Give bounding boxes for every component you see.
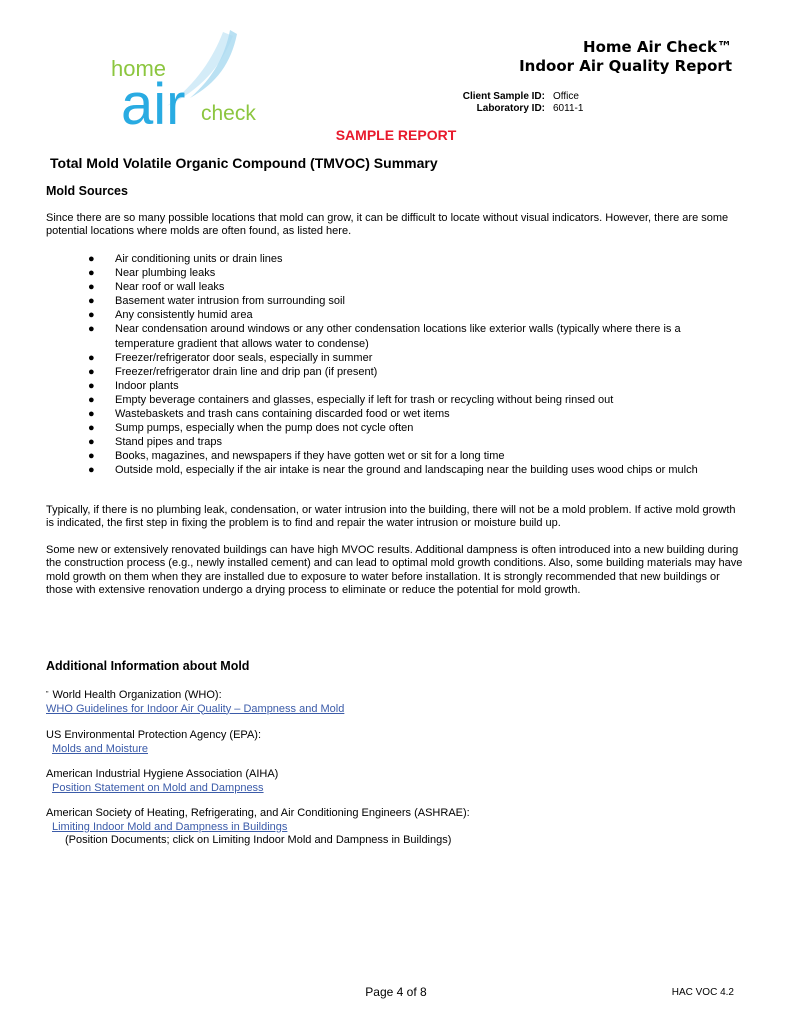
renovation-paragraph: Some new or extensively renovated buildings can have high MVOC results. Additional dampness is often introduced into a new building during the construction process (e.g., newly installed cement) and can lead to optimal mold growth conditions. Also, some building materials may have mold growth on them when they are installed due to exposure to water before installation. It is strongly recommended that new buildings or those with extensive renovation undergo a drying process to eliminate or reduce the potential for mold growth.	[46, 544, 743, 596]
list-item: ● Indoor plants	[88, 379, 179, 392]
list-item: ● Air conditioning units or drain lines	[88, 253, 283, 265]
aiha-org: American Industrial Hygiene Association (AIHA)	[46, 768, 279, 780]
list-item: ● Near plumbing leaks	[88, 267, 216, 280]
document-code: HAC VOC 4.2	[671, 987, 734, 998]
molds-and-moisture-link[interactable]: Molds and Moisture	[52, 742, 148, 755]
ashrae-note: (Position Documents; click on Limiting Indoor Mold and Dampness in Buildings)	[65, 834, 452, 846]
logo-word-air: air	[121, 72, 186, 128]
bullet-icon: ●	[88, 267, 95, 280]
sample-report-banner: SAMPLE REPORT	[335, 127, 457, 143]
list-item: ● Books, magazines, and newspapers if they have gotten wet or sit for a long time	[88, 450, 505, 463]
report-title-line1: Home Air Check™	[583, 38, 732, 56]
laboratory-id-value: 6011-1	[553, 103, 584, 114]
bullet-icon: ●	[88, 436, 95, 449]
bullet-icon: ●	[88, 422, 95, 435]
page-title: Total Mold Volatile Organic Compound (TMVOC) Summary	[50, 155, 438, 171]
laboratory-id-label: Laboratory ID:	[476, 103, 545, 114]
bullet-icon: ●	[88, 379, 95, 392]
additional-info-heading: Additional Information about Mold	[46, 659, 250, 673]
client-sample-id-label: Client Sample ID:	[462, 91, 545, 102]
bullet-icon: ●	[88, 365, 95, 378]
page-number: Page 4 of 8	[365, 985, 427, 999]
list-item: ● Any consistently humid area	[88, 309, 253, 322]
bullet-icon: ●	[88, 295, 95, 308]
aiha-position-link[interactable]: Position Statement on Mold and Dampness	[52, 781, 264, 794]
ashrae-reference	[46, 807, 470, 848]
home-air-check-logo	[105, 28, 275, 128]
report-title-line2: Indoor Air Quality Report	[519, 57, 732, 75]
list-item: ● Near condensation around windows or any other condensation locations like exterior walls (typically where there is a temperature gradient that allows water to condense)	[88, 323, 681, 350]
bullet-icon: ●	[88, 450, 95, 463]
list-item: ● Wastebaskets and trash cans containing discarded food or wet items	[88, 408, 450, 421]
list-item: ● Stand pipes and traps	[88, 436, 223, 449]
bullet-icon: ●	[88, 464, 95, 477]
bullet-icon: ●	[88, 393, 95, 406]
who-guidelines-link[interactable]: WHO Guidelines for Indoor Air Quality – Dampness and Mold	[46, 702, 345, 715]
client-sample-id-value: Office	[553, 91, 579, 102]
aiha-reference	[46, 768, 278, 795]
list-item: ● Freezer/refrigerator drain line and drip pan (if present)	[88, 365, 378, 378]
list-item: ● Freezer/refrigerator door seals, especially in summer	[88, 351, 373, 364]
bullet-icon: ●	[88, 281, 95, 294]
list-item: ● Outside mold, especially if the air intake is near the ground and landscaping near the building uses wood chips or mulch	[88, 464, 698, 477]
logo-word-check: check	[201, 102, 256, 125]
bullet-icon: ●	[88, 323, 95, 336]
mold-sources-heading: Mold Sources	[46, 184, 128, 198]
epa-org: US Environmental Protection Agency (EPA):	[46, 729, 262, 741]
mold-locations-list	[88, 252, 728, 478]
bullet-icon: ●	[88, 309, 95, 322]
bullet-icon: ●	[88, 253, 95, 265]
plumbing-paragraph: Typically, if there is no plumbing leak, condensation, or water intrusion into the building, there will not be a mold problem. If active mold growth is indicated, the first step in fixing the problem is to find and repair the water intrusion or moisture build up.	[46, 504, 736, 530]
who-reference	[46, 689, 344, 716]
who-marker: "	[46, 691, 49, 698]
list-item: ● Basement water intrusion from surrounding soil	[88, 295, 345, 308]
list-item: ● Sump pumps, especially when the pump does not cycle often	[88, 422, 414, 435]
bullet-icon: ●	[88, 351, 95, 364]
mold-sources-intro: Since there are so many possible locations that mold can grow, it can be difficult to locate without visual indicators. However, there are some potential locations where molds are often found, as listed here.	[46, 212, 729, 238]
bullet-icon: ●	[88, 408, 95, 421]
epa-reference	[46, 729, 261, 756]
ashrae-limiting-link[interactable]: Limiting Indoor Mold and Dampness in Buildings	[52, 820, 288, 833]
ashrae-org: American Society of Heating, Refrigerating, and Air Conditioning Engineers (ASHRAE):	[46, 807, 470, 819]
logo-word-home: home	[111, 56, 167, 81]
list-item: ● Near roof or wall leaks	[88, 281, 225, 294]
list-item: ● Empty beverage containers and glasses, especially if left for trash or recycling without being rinsed out	[88, 393, 614, 406]
who-org: World Health Organization (WHO):	[52, 689, 222, 701]
